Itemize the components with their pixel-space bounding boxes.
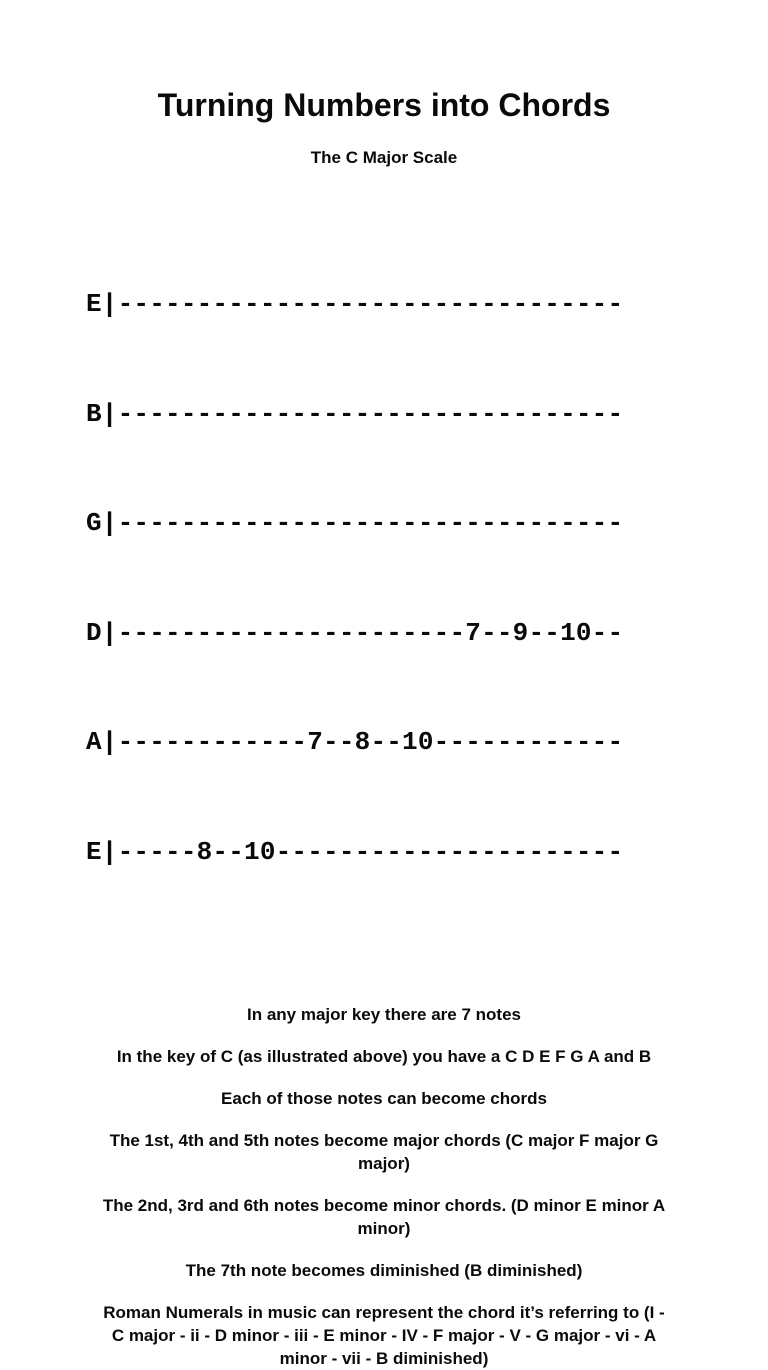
tab-line-high-e: E|-------------------------------- [86, 289, 624, 319]
lesson-paragraph-minor-chords: The 2nd, 3rd and 6th notes become minor chords. (D minor E minor A minor) [102, 1196, 666, 1238]
tab-line-low-e: E|-----8--10---------------------- [86, 836, 624, 867]
tab-line-d: D|----------------------7--9--10-- [86, 617, 624, 648]
lesson-text [0, 1003, 768, 1370]
tab-line-a: A|------------7--8--10------------ [86, 727, 624, 757]
lesson-paragraph-roman-numerals: Roman Numerals in music can represent the chord it’s referring to (I - C major - ii - D minor - iii - E minor - IV - F major - V - G major - vi - A minor - vii - B diminished) [103, 1303, 665, 1368]
lesson-paragraph-diminished: The 7th note becomes diminished (B diminished) [185, 1261, 583, 1280]
guitar-tab [86, 213, 768, 943]
lesson-paragraph-key-of-c: In the key of C (as illustrated above) you have a C D E F G A and B [116, 1047, 652, 1066]
tab-line-g: G|-------------------------------- [86, 508, 624, 538]
tab-line-b: B|-------------------------------- [86, 398, 624, 429]
page-subtitle: The C Major Scale [310, 148, 458, 167]
lesson-paragraph-major-chords: The 1st, 4th and 5th notes become major chords (C major F major G major) [109, 1131, 659, 1173]
page-title: Turning Numbers into Chords [157, 87, 611, 123]
lesson-paragraph-become-chords: Each of those notes can become chords [221, 1089, 547, 1108]
lesson-paragraph-notes-count: In any major key there are 7 notes [246, 1005, 521, 1024]
